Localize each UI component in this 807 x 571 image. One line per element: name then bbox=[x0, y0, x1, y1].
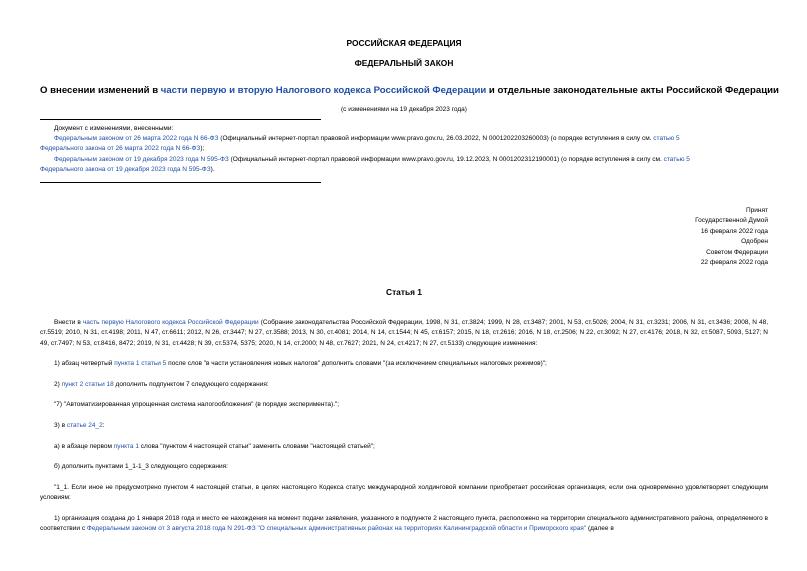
item-2 bbox=[40, 380, 782, 390]
adoption-block bbox=[695, 206, 768, 268]
approved-label: Одобрен bbox=[741, 238, 768, 246]
item-2-quote: "7) "Автоматизированная упрощенная система налогообложения" (в порядке эксперимента)."; bbox=[54, 401, 340, 408]
item-2-after: дополнить подпунктом 7 следующего содержания: bbox=[113, 381, 269, 388]
title-before: О внесении изменений в bbox=[40, 85, 161, 96]
change-text: (Официальный интернет-портал правовой информации www.pravo.gov.ru, 26.03.2022, N 0001202203260003) (о порядке вступления в силу см. bbox=[218, 135, 654, 143]
item-3 bbox=[40, 421, 782, 431]
change-link-law-66-full[interactable]: Федерального закона от 26 марта 2022 года N 66-ФЗ bbox=[40, 145, 201, 153]
condition-1-after: (далее в bbox=[586, 525, 614, 533]
change-link-law-66[interactable]: Федеральным законом от 26 марта 2022 года N 66-ФЗ bbox=[54, 135, 219, 143]
title-link-tax-code[interactable]: части первую и вторую Налогового кодекса Российской Федерации bbox=[160, 85, 487, 96]
item-3-after: : bbox=[102, 422, 105, 429]
edition-note: (с изменениями на 19 декабря 2023 года) bbox=[341, 106, 467, 113]
item-3-before: 3) в bbox=[54, 422, 67, 429]
item-3-link[interactable]: статье 24_2 bbox=[66, 422, 103, 429]
condition-1-before: 1) организация создана до 1 января 2018 года и место ее нахождения на момент подачи заявления, указанного в подпункте 2 настоящего пункта, расположено на территории специального административного района, определяемого в соответствии с bbox=[40, 515, 768, 533]
item-2-link[interactable]: пункт 2 статьи 18 bbox=[61, 381, 114, 388]
divider-bottom bbox=[40, 182, 321, 183]
intro-link-part-one[interactable]: часть первую Налогового кодекса Российской Федерации bbox=[82, 319, 259, 326]
adopted-date: 16 февраля 2022 года bbox=[700, 227, 768, 235]
title-after: и отдельные законодательные акты Российской Федерации bbox=[486, 85, 779, 96]
item-3a bbox=[40, 442, 782, 452]
intro-after: (Собрание законодательства Российской Федерации, 1998, N 31, ст.3824; 1999, N 28, ст.3487; 2001, N 53, ст.5026; 2004, N 31, ст.3231; 2006, N 31, ст.3436; 2008, N 48, ст.5519; 2010, N 31, ст.4198; 2011, N 47, ст.6611; 2012, N 26, ст.3447; N 27, ст.3588; 2013, N 30, ст.4081; 2014, N 14, ст.1544; N 45, ст.6157; 2015, N 18, ст.2616; 2016, N 18, ст.2506; N 22, ст.3092; N 27, ст.4176; 2018, N 32, ст.5087, 5093, 5127; N 49, ст.7497; N 53, ст.8416, 8472; 2019, N 31, ст.4428; N 39, ст.5374, 5375; 2020, N 14, ст.2000; N 48, ст.7627; 2021, N 24, ст.4217; N 27, ст.5133) следующие изменения: bbox=[40, 319, 768, 347]
article-heading: Статья 1 bbox=[386, 287, 422, 297]
item-3a-after: слова "пунктом 4 настоящей статьи" заменить словами "настоящей статьей"; bbox=[138, 443, 375, 450]
change-link-article-5[interactable]: статью 5 bbox=[653, 135, 680, 143]
item-1-before: 1) абзац четвертый bbox=[54, 360, 115, 367]
changes-document-block bbox=[40, 124, 768, 175]
document-title bbox=[40, 85, 779, 96]
country-heading: РОССИЙСКАЯ ФЕДЕРАЦИЯ bbox=[346, 38, 462, 48]
quote-1-1: "1_1. Если иное не предусмотрено пунктом 4 настоящей статьи, в целях настоящего Кодекса статус международной холдинговой компании приобретает российская организация, если она одновременно удовлетворяет следующим условиям: bbox=[40, 484, 768, 502]
item-1-after: после слов "в части установления новых налогов" дополнить словами "(за исключением специальных налоговых режимов)"; bbox=[166, 360, 547, 367]
approved-by: Советом Федерации bbox=[706, 248, 768, 256]
item-3a-link[interactable]: пункта 1 bbox=[113, 443, 139, 450]
change-item-continued bbox=[40, 165, 768, 175]
adopted-label: Принят bbox=[745, 207, 768, 214]
condition-1-link[interactable]: Федеральным законом от 3 августа 2018 года N 291-ФЗ "О специальных административных районах на территориях Калининградской области и Приморского края" bbox=[86, 525, 587, 533]
changes-heading: Документ с изменениями, внесенными: bbox=[54, 125, 174, 132]
item-3b: б) дополнить пунктами 1_1-1_3 следующего содержания: bbox=[54, 463, 228, 470]
item-1 bbox=[40, 359, 782, 369]
condition-1 bbox=[40, 514, 768, 535]
item-3a-before: а) в абзаце первом bbox=[54, 443, 114, 450]
item-1-link[interactable]: пункта 1 статьи 5 bbox=[114, 360, 167, 367]
change-item bbox=[40, 155, 768, 165]
adopted-by: Государственной Думой bbox=[695, 217, 768, 225]
article-intro bbox=[40, 318, 768, 349]
divider-top bbox=[40, 119, 321, 120]
item-2-before: 2) bbox=[54, 381, 62, 388]
change-item bbox=[40, 134, 768, 144]
change-text-end: ). bbox=[210, 165, 215, 173]
change-link-law-595[interactable]: Федеральным законом от 19 декабря 2023 года N 595-ФЗ bbox=[54, 155, 229, 163]
change-text: (Официальный интернет-портал правовой информации www.pravo.gov.ru, 19.12.2023, N 0001202312190001) (о порядке вступления в силу см. bbox=[228, 155, 664, 163]
intro-before: Внести в bbox=[54, 319, 83, 326]
change-text-end: ); bbox=[200, 145, 205, 153]
approved-date: 22 февраля 2022 года bbox=[700, 259, 768, 267]
law-type-heading: ФЕДЕРАЛЬНЫЙ ЗАКОН bbox=[354, 58, 454, 68]
change-item-continued bbox=[40, 144, 768, 154]
change-link-article-5[interactable]: статью 5 bbox=[663, 155, 690, 163]
change-link-law-595-full[interactable]: Федерального закона от 19 декабря 2023 года N 595-ФЗ bbox=[40, 165, 211, 173]
